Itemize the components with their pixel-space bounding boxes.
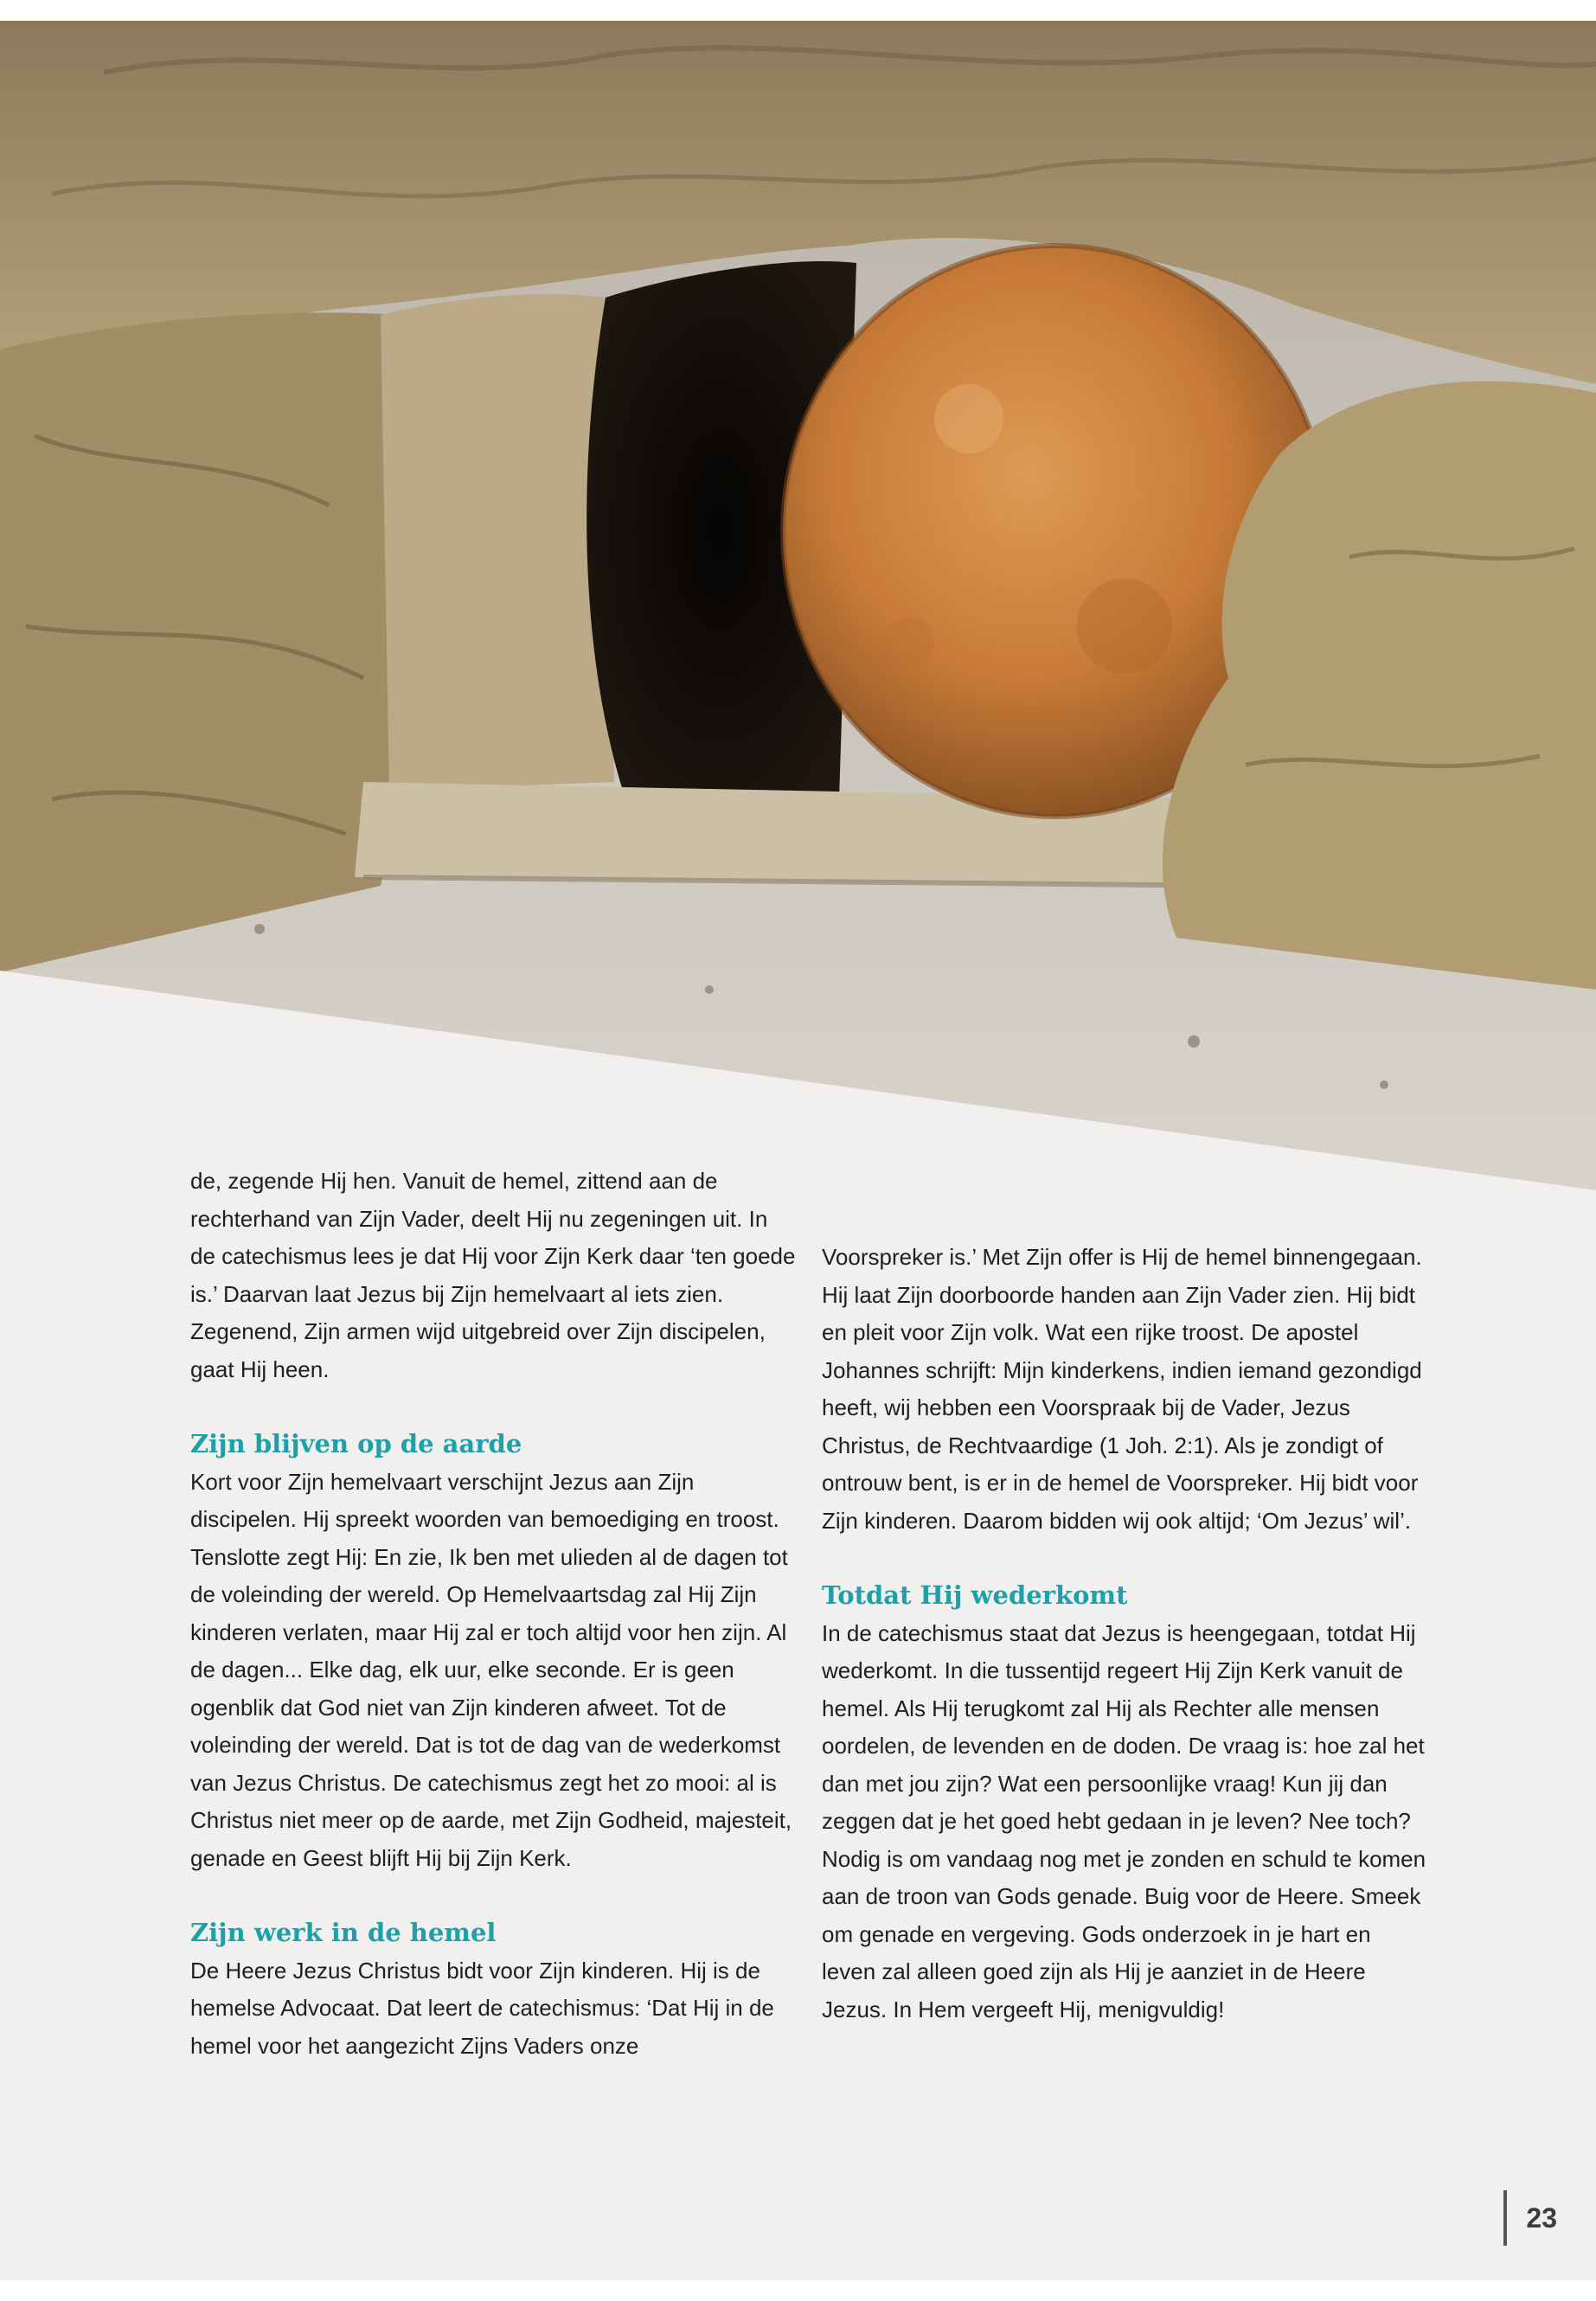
heading-zijn-blijven: Zijn blijven op de aarde bbox=[190, 1429, 522, 1458]
page-number: 23 bbox=[1503, 2190, 1557, 2246]
tomb-illustration bbox=[0, 21, 1596, 1215]
section1-paragraph: Kort voor Zijn hemelvaart verschijnt Jezus aan Zijn discipelen. Hij spreekt woorden van bemoediging en troost. Tenslotte zegt Hij: En zie, Ik ben met ulieden al de dagen tot de voleinding der wereld. Op Hemelvaartsdag zal Hij Zijn kinderen verlaten, maar Hij zal er toch altijd voor hen zijn. Al de dagen... Elke dag, elk uur, elke seconde. Er is geen ogenblik dat God niet van Zijn kinderen afweet. Tot de voleinding der wereld. Dat is tot de dag van de wederkomst van Jezus Christus. De catechismus zegt het zo mooi: al is Christus niet meer op de aarde, met Zijn Godheid, majesteit, genade en Geest blijft Hij bij Zijn Kerk. bbox=[190, 1468, 792, 1871]
section2-paragraph: De Heere Jezus Christus bidt voor Zijn kinderen. Hij is de hemelse Advocaat. Dat leert de catechismus: ‘Dat Hij in de hemel voor het aangezicht Zijns Vaders onze bbox=[190, 1957, 774, 2059]
rock-pillar bbox=[381, 294, 614, 791]
right-intro-paragraph: Voorspreker is.’ Met Zijn offer is Hij de hemel binnengegaan. Hij laat Zijn doorboorde handen aan Zijn Vader zien. Hij bidt en pleit voor Zijn volk. Wat een rijke troost. De apostel Johannes schrijft: Mijn kinderkens, indien iemand gezondigd heeft, wij hebben een Voorspraak bij de Vader, Jezus Christus, de Rechtvaardige (1 Joh. 2:1). Als je zondigt of ontrouw bent, is er in de hemel de Voorspreker. Hij bidt voor Zijn kinderen. Daarom bidden wij ook altijd; ‘Om Jezus’ wil’. bbox=[822, 1244, 1422, 1534]
left-text-column bbox=[190, 1163, 796, 2065]
section3-paragraph: In de catechismus staat dat Jezus is heengegaan, totdat Hij wederkomt. In die tussentijd regeert Hij Zijn Kerk vanuit de hemel. Als Hij terugkomt zal Hij als Rechter alle mensen oordelen, de levenden en de doden. De vraag is: hoe zal het dan met jou zijn? Wat een persoonlijke vraag! Kun jij dan zeggen dat je het goed hebt gedaan in je leven? Nee toch? Nodig is om vandaag nog met je zonden en schuld te komen aan de troon van Gods genade. Buig voor de Heere. Smeek om genade en vergeving. Gods onderzoek in je hart en leven zal alleen goed zijn als Hij je aanziet in de Heere Jezus. In Hem vergeeft Hij, menigvuldig! bbox=[822, 1619, 1426, 2022]
magazine-page bbox=[0, 21, 1596, 2280]
tomb-photo bbox=[0, 21, 1596, 1215]
right-text-column bbox=[822, 1239, 1427, 2029]
left-intro-paragraph: de, zegende Hij hen. Vanuit de hemel, zittend aan de rechterhand van Zijn Vader, deelt Hij nu zegeningen uit. In de catechismus lees je dat Hij voor Zijn Kerk daar ‘ten goede is.’ Daarvan laat Jezus bij Zijn hemelvaart al iets zien. Zegenend, Zijn armen wijd uitgebreid over Zijn discipelen, gaat Hij heen. bbox=[190, 1168, 796, 1382]
left-rock-wall bbox=[0, 312, 398, 972]
heading-totdat-hij-wederkomt: Totdat Hij wederkomt bbox=[822, 1580, 1128, 1610]
heading-zijn-werk: Zijn werk in de hemel bbox=[190, 1918, 497, 1947]
